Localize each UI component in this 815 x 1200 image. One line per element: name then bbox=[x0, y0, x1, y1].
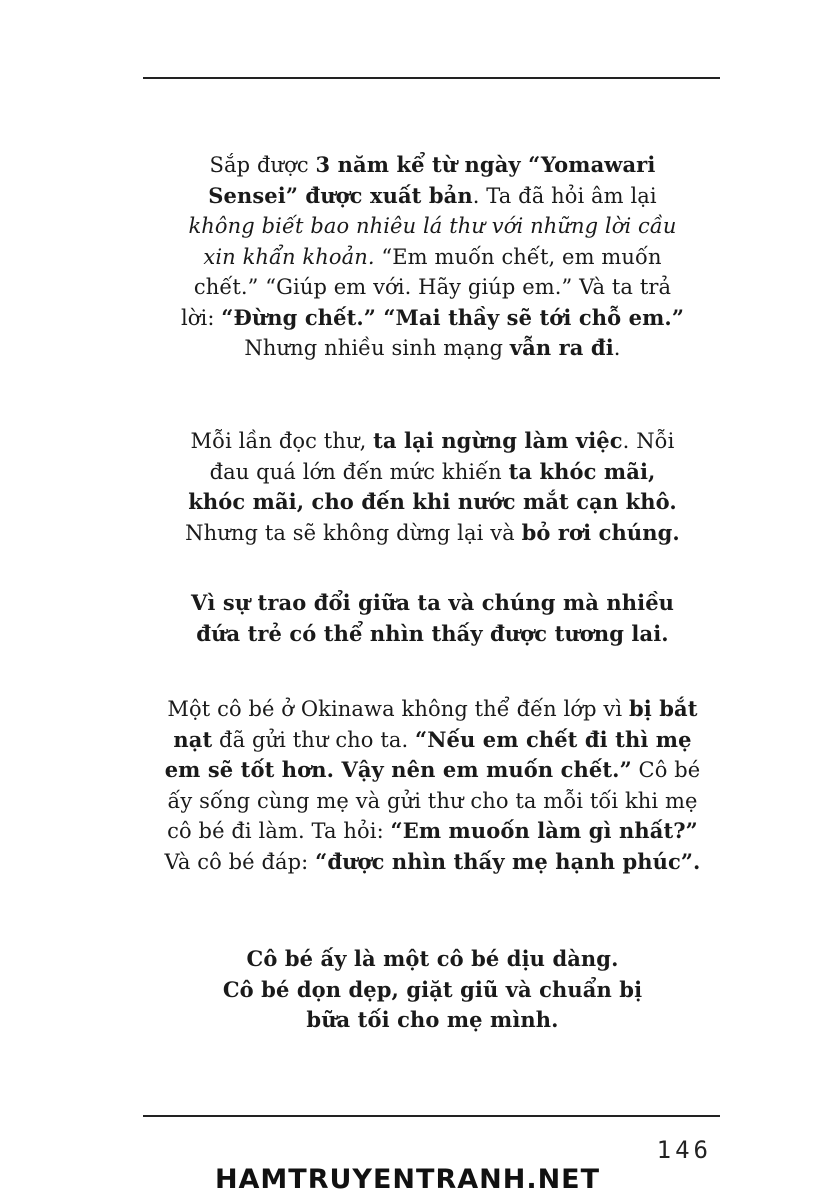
paragraph-4-line-6: Và cô bé đáp: “được nhìn thấy mẹ hạnh phúc”. bbox=[164, 848, 701, 874]
paragraph-4-line-3: em sẽ tốt hơn. Vậy nên em muốn chết.” Cô bé bbox=[164, 757, 701, 782]
paragraph-3-line-1: Vì sự trao đổi giữa ta và chúng mà nhiều bbox=[190, 590, 675, 615]
paragraph-2-line-1: Mỗi lần đọc thư, ta lại ngừng làm việc. Nỗi bbox=[190, 428, 675, 453]
paragraph-2-line-3: khóc mãi, cho đến khi nước mắt cạn khô. bbox=[188, 489, 677, 514]
paragraph-3-line-2: đứa trẻ có thể nhìn thấy được tương lai. bbox=[196, 620, 669, 646]
paragraph-4-line-2: nạt đã gửi thư cho ta. “Nếu em chết đi thì mẹ bbox=[173, 726, 692, 752]
paragraph-4-line-4: ấy sống cùng mẹ và gửi thư cho ta mỗi tối khi mẹ bbox=[167, 788, 698, 813]
top-divider bbox=[143, 77, 720, 79]
paragraph-1-line-1: Sắp được 3 năm kể từ ngày “Yomawari bbox=[209, 152, 656, 177]
paragraph-1-line-4: xin khẩn khoản. “Em muốn chết, em muốn bbox=[203, 244, 662, 269]
paragraph-1-line-2: Sensei” được xuất bản. Ta đã hỏi âm lại bbox=[208, 182, 657, 208]
paragraph-4-line-1: Một cô bé ở Okinawa không thể đến lớp vì bị bắt bbox=[167, 696, 698, 721]
paragraph-5-line-1: Cô bé ấy là một cô bé dịu dàng. bbox=[246, 946, 619, 971]
paragraph-4-line-5: cô bé đi làm. Ta hỏi: “Em muoốn làm gì nhất?” bbox=[167, 818, 698, 843]
paragraph-1 bbox=[150, 150, 715, 364]
paragraph-1-line-7: Nhưng nhiều sinh mạng vẫn ra đi. bbox=[244, 335, 621, 360]
page-number: 146 bbox=[656, 1136, 712, 1164]
paragraph-5-line-2: Cô bé dọn dẹp, giặt giũ và chuẩn bị bbox=[222, 976, 643, 1002]
paragraph-2-line-4: Nhưng ta sẽ không dừng lại và bỏ rơi chúng. bbox=[185, 519, 680, 545]
paragraph-1-line-5: chết.” “Giúp em với. Hãy giúp em.” Và ta trả bbox=[193, 275, 672, 299]
paragraph-2 bbox=[150, 426, 715, 548]
paragraph-5 bbox=[150, 944, 715, 1036]
watermark: HAMTRUYENTRANH.NET bbox=[214, 1164, 601, 1195]
paragraph-4 bbox=[150, 694, 715, 877]
bottom-divider bbox=[143, 1115, 720, 1117]
paragraph-1-line-6: lời: “Đừng chết.” “Mai thầy sẽ tới chỗ em.” bbox=[180, 304, 685, 330]
paragraph-2-line-2: đau quá lớn đến mức khiến ta khóc mãi, bbox=[209, 458, 656, 484]
paragraph-1-line-3: không biết bao nhiêu lá thư với những lời cầu bbox=[188, 214, 677, 238]
paragraph-3 bbox=[150, 588, 715, 649]
paragraph-5-line-3: bữa tối cho mẹ mình. bbox=[306, 1007, 559, 1032]
